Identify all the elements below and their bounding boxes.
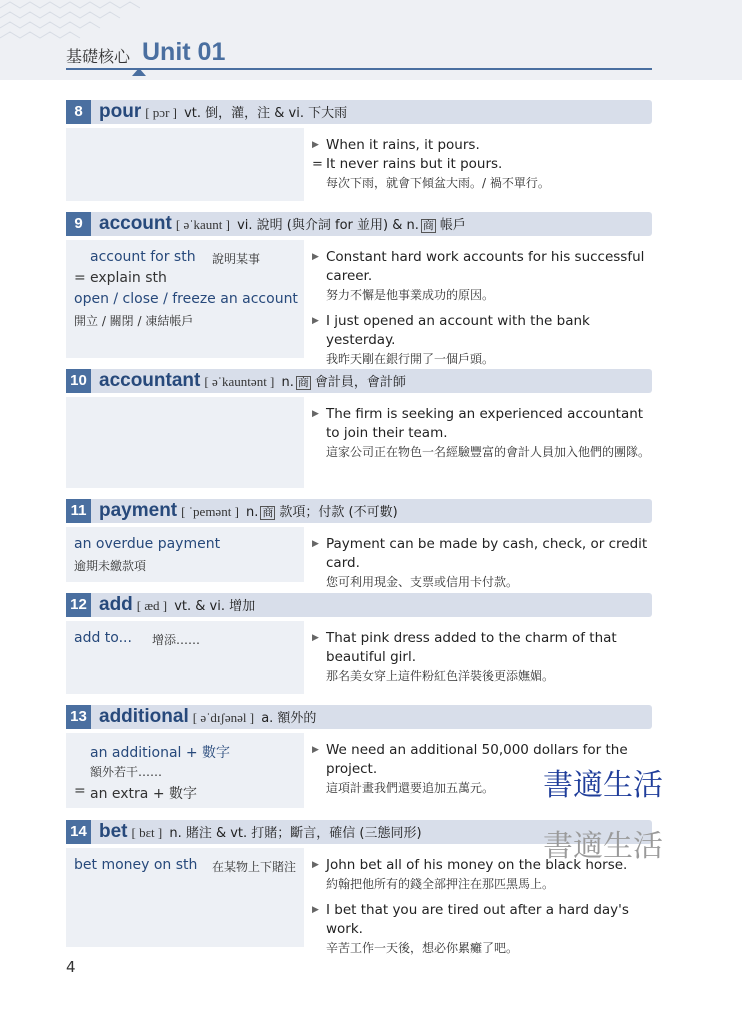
pronunciation: [ bɛt ] xyxy=(131,825,163,840)
example-cn: 每次下雨，就會下傾盆大雨。/ 禍不單行。 xyxy=(326,176,550,190)
entry-12-example xyxy=(312,629,652,685)
entry-8-collocation-box xyxy=(66,128,304,201)
entry-number: 10 xyxy=(66,369,91,393)
header-category: 基礎核心 xyxy=(66,47,131,66)
entry-8-example xyxy=(312,136,652,192)
example-cn: 這家公司正在物色一名經驗豐富的會計人員加入他們的團隊。 xyxy=(326,445,651,459)
headword: pour xyxy=(99,101,142,122)
bullet-arrow-icon: ▶ xyxy=(312,539,319,549)
definition: n. xyxy=(246,505,259,520)
equals-sign: = xyxy=(74,270,86,286)
business-tag: 商 xyxy=(297,376,309,389)
entry-number: 8 xyxy=(66,100,91,124)
header-triangle-marker xyxy=(132,68,146,76)
example-cn: 這項計畫我們還要追加五萬元。 xyxy=(326,781,495,795)
example-cn: 約翰把他所有的錢全部押注在那匹黑馬上。 xyxy=(326,877,555,891)
headword: add xyxy=(99,594,133,615)
collocation-cn: 額外若干…… xyxy=(90,765,163,779)
entry-11-example xyxy=(312,535,652,591)
bullet-arrow-icon: ▶ xyxy=(312,140,319,150)
example-en: We need an additional 50,000 dollars for the project. xyxy=(326,742,628,777)
header-pattern xyxy=(0,0,140,45)
headword: bet xyxy=(99,821,128,842)
example-cn: 我昨天剛在銀行開了一個戶頭。 xyxy=(326,352,495,366)
bullet-arrow-icon: ▶ xyxy=(312,633,319,643)
pronunciation: [ əˈkaunt ] xyxy=(175,217,230,232)
example-en: That pink dress added to the charm of that beautiful girl. xyxy=(326,630,617,665)
entry-number: 14 xyxy=(66,820,91,844)
entry-9-headword-bar xyxy=(66,212,652,236)
pronunciation: [ əˈdɪʃənəl ] xyxy=(192,710,255,725)
pronunciation: [ æd ] xyxy=(136,598,168,613)
definition: vi. 說明 (與介詞 for 並用) & n. xyxy=(237,218,419,233)
definition-2: 帳戶 xyxy=(439,218,466,233)
entry-10-headword-bar xyxy=(66,369,652,393)
entry-14-example-2 xyxy=(312,901,652,957)
watermark-gray: 書適生活 xyxy=(543,829,663,864)
example-en: I bet that you are tired out after a hard day's work. xyxy=(326,902,629,937)
example-en: Constant hard work accounts for his successful career. xyxy=(326,249,645,284)
bullet-arrow-icon: ▶ xyxy=(312,745,319,755)
entry-number: 9 xyxy=(66,212,91,236)
business-tag: 商 xyxy=(262,506,274,519)
header-rule xyxy=(66,68,652,70)
example-en: When it rains, it pours. xyxy=(326,137,480,153)
collocation: add to... xyxy=(74,630,132,646)
entry-9-example-2 xyxy=(312,312,652,368)
definition-2: 款項；付款 (不可數) xyxy=(279,505,398,520)
business-tag: 商 xyxy=(422,219,434,232)
pronunciation: [ əˈkauntənt ] xyxy=(204,374,275,389)
definition: vt. & vi. 增加 xyxy=(174,599,256,614)
entry-number: 12 xyxy=(66,593,91,617)
entry-number: 13 xyxy=(66,705,91,729)
example-en: It never rains but it pours. xyxy=(326,156,503,172)
headword: accountant xyxy=(99,370,201,391)
bullet-arrow-icon: ▶ xyxy=(312,316,319,326)
example-cn: 努力不懈是他事業成功的原因。 xyxy=(326,288,495,302)
entry-12-headword-bar xyxy=(66,593,652,617)
bullet-arrow-icon: ▶ xyxy=(312,252,319,262)
definition-2: 會計員，會計師 xyxy=(314,375,406,390)
example-en: I just opened an account with the bank yesterday. xyxy=(326,313,590,348)
example-cn: 那名美女穿上這件粉紅色洋裝後更添嫵媚。 xyxy=(326,669,555,683)
collocation: bet money on sth xyxy=(74,857,198,873)
bullet-arrow-icon: ▶ xyxy=(312,860,319,870)
entry-13-headword-bar xyxy=(66,705,652,729)
synonym: an extra + 數字 xyxy=(90,786,198,802)
pronunciation: [ ˈpemənt ] xyxy=(181,504,239,519)
header-unit: Unit 01 xyxy=(142,38,226,66)
entry-10-example xyxy=(312,405,652,461)
collocation-cn: 開立 / 關閉 / 凍結帳戶 xyxy=(74,314,194,328)
collocation-cn: 在某物上下賭注 xyxy=(212,860,297,874)
synonym: explain sth xyxy=(90,270,167,286)
equals-sign: = xyxy=(74,783,86,799)
headword: additional xyxy=(99,706,189,727)
collocation: an additional + 數字 xyxy=(90,745,231,761)
equals-sign: = xyxy=(312,157,323,172)
definition: n. 賭注 & vt. 打賭；斷言，確信 (三態同形) xyxy=(169,826,422,841)
example-cn: 您可利用現金、支票或信用卡付款。 xyxy=(326,575,519,589)
entry-11-headword-bar xyxy=(66,499,652,523)
collocation: account for sth xyxy=(90,249,196,265)
example-en: The firm is seeking an experienced accountant to join their team. xyxy=(326,406,644,441)
entry-number: 11 xyxy=(66,499,91,523)
bullet-arrow-icon: ▶ xyxy=(312,905,319,915)
collocation-cn: 逾期未繳款項 xyxy=(74,559,147,573)
collocation: an overdue payment xyxy=(74,536,221,552)
bullet-arrow-icon: ▶ xyxy=(312,409,319,419)
collocation-cn: 說明某事 xyxy=(212,252,261,266)
example-cn: 辛苦工作一天後，想必你累癱了吧。 xyxy=(326,941,519,955)
headword: payment xyxy=(99,500,178,521)
collocation-cn: 增添…… xyxy=(152,633,201,647)
entry-8-headword-bar xyxy=(66,100,652,124)
example-en: Payment can be made by cash, check, or credit card. xyxy=(326,536,648,571)
definition: n. xyxy=(281,375,294,390)
entry-10-collocation-box xyxy=(66,397,304,488)
entry-9-example-1 xyxy=(312,248,652,304)
example-en: John bet all of his money on the black horse. xyxy=(326,857,628,873)
page-number: 4 xyxy=(66,958,76,976)
watermark-blue: 書適生活 xyxy=(543,768,663,803)
collocation: open / close / freeze an account xyxy=(74,291,298,307)
definition: vt. 倒，灌，注 & vi. 下大雨 xyxy=(184,106,348,121)
pronunciation: [ pɔr ] xyxy=(145,105,177,120)
definition: a. 額外的 xyxy=(261,711,317,726)
headword: account xyxy=(99,213,172,234)
